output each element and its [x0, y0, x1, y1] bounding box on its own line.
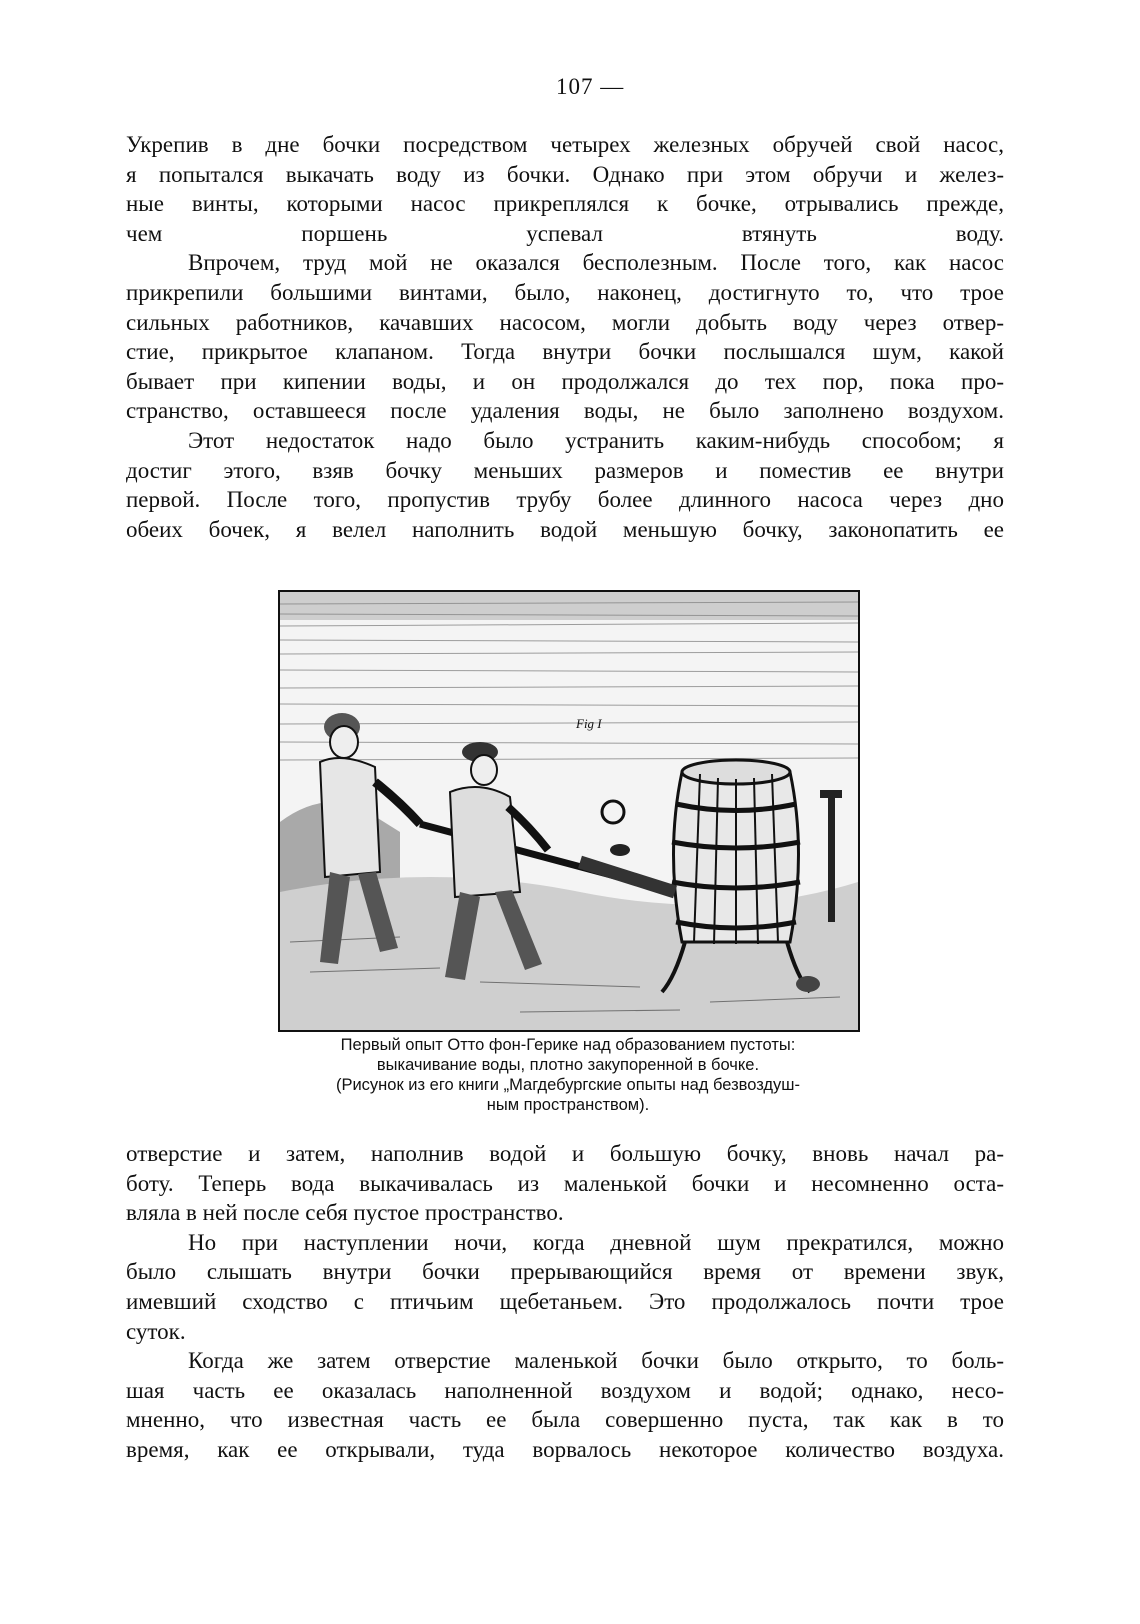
paragraph: [126, 130, 1004, 248]
text-line: Когда же затем отверстие маленькой бочки было открыто, то боль-: [188, 1348, 1004, 1374]
text-line: имевший сходство с птичьим щебетаньем. Это продолжалось почти трое: [126, 1288, 1004, 1314]
text-line: мненно, что известная часть ее была совершенно пуста, так как в то: [126, 1407, 1004, 1433]
caption-line: выкачивание воды, плотно закупоренной в бочке.: [376, 1056, 760, 1074]
small-cap: [610, 844, 630, 856]
text-line: отверстие и затем, наполнив водой и большую бочку, вновь начал ра-: [126, 1141, 1004, 1166]
text-line: сильных работников, качавших насосом, могли добыть воду через отвер-: [126, 309, 1004, 335]
text-line: стие, прикрытое клапаном. Тогда внутри бочки послышался шум, какой: [126, 339, 1004, 365]
caption-line: Первый опыт Отто фон-Герике над образованием пустоты:: [340, 1036, 796, 1054]
text-line: Но при наступлении ночи, когда дневной шум прекратился, можно: [188, 1229, 1004, 1255]
engraving-figure: [278, 590, 860, 1032]
text-line: я попытался выкачать воду из бочки. Однако при этом обручи и желез-: [126, 161, 1004, 187]
caption-line: (Рисунок из его книги „Магдебургские опыты над безвоздуш-: [335, 1076, 801, 1094]
figure-label: Fig I: [576, 716, 602, 731]
paragraph: [126, 1139, 1004, 1228]
paragraph: [126, 1228, 1004, 1346]
text-line: ные винты, которыми насос прикреплялся к бочке, отрывались прежде,: [126, 191, 1004, 217]
figure-caption: [262, 1035, 874, 1115]
text-line: обеих бочек, я велел наполнить водой меньшую бочку, законопатить ее: [126, 516, 1004, 542]
text-line: бывает при кипении воды, и он продолжался до тех пор, пока про-: [126, 368, 1004, 394]
text-line: время, как ее открывали, туда ворвалось некоторое количество воздуха.: [126, 1436, 1004, 1462]
text-line: шая часть ее оказалась наполненной воздухом и водой; однако, несо-: [126, 1377, 1004, 1403]
text-line: боту. Теперь вода выкачивалась из маленькой бочки и несомненно оста-: [126, 1170, 1004, 1196]
paragraph: [126, 1346, 1004, 1464]
page-number: 107 —: [556, 74, 625, 99]
text-line: Этот недостаток надо было устранить каким-нибудь способом; я: [188, 427, 1004, 453]
body-text-top: [126, 130, 1004, 544]
text-line: суток.: [126, 1318, 186, 1344]
text-line: Укрепив в дне бочки посредством четырех железных обручей свой насос,: [126, 132, 1004, 157]
text-line: прикрепили большими винтами, было, наконец, достигнуто то, что трое: [126, 279, 1004, 305]
text-line: было слышать внутри бочки прерывающийся время от времени звук,: [126, 1259, 1004, 1285]
sky-hatching: [280, 602, 858, 760]
ground-object: [796, 976, 820, 992]
valve-ring: [602, 801, 624, 823]
text-line: вляла в ней после себя пустое пространство.: [126, 1200, 564, 1226]
text-line: Впрочем, труд мой не оказался бесполезным. После того, как насос: [188, 250, 1004, 276]
text-line: достиг этого, взяв бочку меньших размеров и поместив ее внутри: [126, 457, 1004, 483]
caption-line: ным пространством).: [486, 1096, 650, 1114]
paragraph: [126, 248, 1004, 426]
text-line: первой. После того, пропустив трубу более длинного насоса через дно: [126, 487, 1004, 513]
body-text-bottom: [126, 1139, 1004, 1465]
engraving-illustration: [280, 592, 858, 1030]
paragraph: [126, 426, 1004, 544]
text-line: странство, оставшееся после удаления воды, не было заполнено воздухом.: [126, 398, 1004, 424]
sky-top-band: [280, 592, 858, 620]
text-line: чем поршень успевал втянуть воду.: [126, 220, 1004, 246]
